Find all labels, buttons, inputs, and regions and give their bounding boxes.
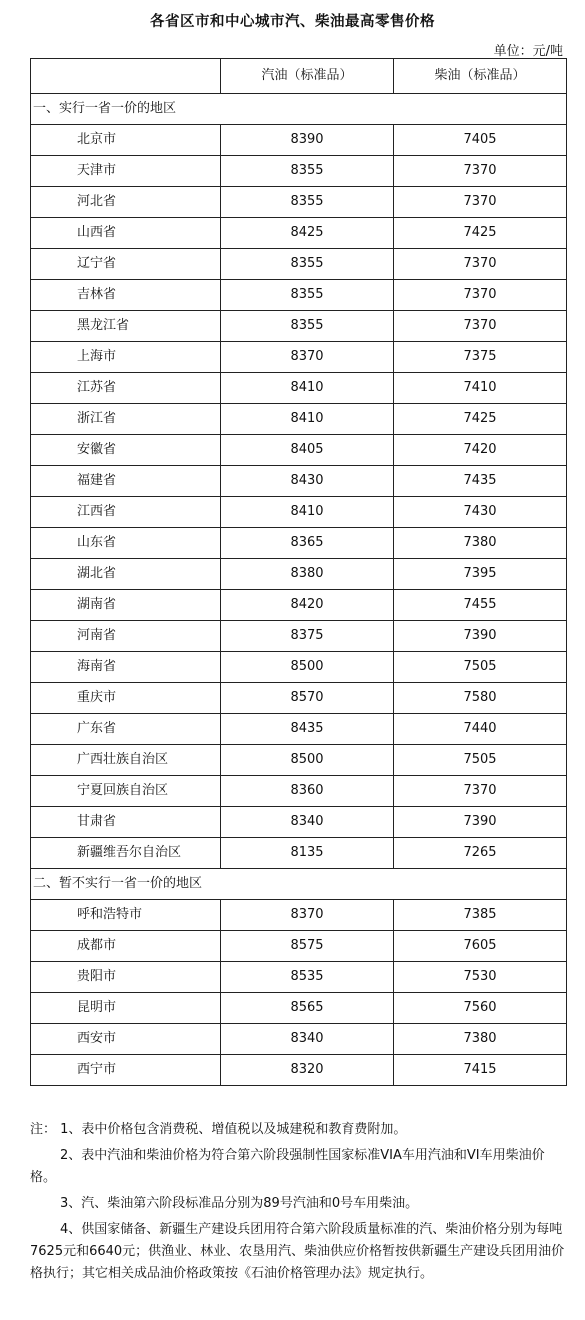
region-name-cell: 海南省 <box>31 652 221 683</box>
table-row <box>31 218 567 249</box>
gasoline-price-cell: 8435 <box>221 714 394 745</box>
gasoline-price-cell: 8500 <box>221 745 394 776</box>
region-name-cell: 山西省 <box>31 218 221 249</box>
table-row <box>31 435 567 466</box>
region-name-cell: 重庆市 <box>31 683 221 714</box>
table-row <box>31 621 567 652</box>
table-row <box>31 683 567 714</box>
note-3: 3、汽、柴油第六阶段标准品分别为89号汽油和0号车用柴油。 <box>60 1196 419 1211</box>
table-row <box>31 528 567 559</box>
region-name-cell: 河南省 <box>31 621 221 652</box>
table-row <box>31 962 567 993</box>
diesel-price-cell: 7390 <box>394 621 567 652</box>
gasoline-price-cell: 8410 <box>221 373 394 404</box>
gasoline-price-cell: 8355 <box>221 280 394 311</box>
table-row <box>31 807 567 838</box>
diesel-price-cell: 7560 <box>394 993 567 1024</box>
diesel-price-cell: 7385 <box>394 900 567 931</box>
region-name-cell: 湖南省 <box>31 590 221 621</box>
table-row <box>31 311 567 342</box>
table-row <box>31 559 567 590</box>
table-row <box>31 373 567 404</box>
table-row <box>31 714 567 745</box>
gasoline-price-cell: 8340 <box>221 807 394 838</box>
header-diesel: 柴油（标准品） <box>394 59 567 94</box>
region-name-cell: 辽宁省 <box>31 249 221 280</box>
table-row <box>31 776 567 807</box>
diesel-price-cell: 7430 <box>394 497 567 528</box>
table-row <box>31 931 567 962</box>
gasoline-price-cell: 8380 <box>221 559 394 590</box>
unit-label: 单位：元/吨 <box>493 44 563 59</box>
region-name-cell: 广东省 <box>31 714 221 745</box>
region-name-cell: 西宁市 <box>31 1055 221 1086</box>
diesel-price-cell: 7380 <box>394 528 567 559</box>
diesel-price-cell: 7390 <box>394 807 567 838</box>
gasoline-price-cell: 8570 <box>221 683 394 714</box>
diesel-price-cell: 7380 <box>394 1024 567 1055</box>
table-row <box>31 590 567 621</box>
region-name-cell: 北京市 <box>31 125 221 156</box>
region-name-cell: 昆明市 <box>31 993 221 1024</box>
gasoline-price-cell: 8365 <box>221 528 394 559</box>
region-name-cell: 西安市 <box>31 1024 221 1055</box>
table-row <box>31 342 567 373</box>
gasoline-price-cell: 8405 <box>221 435 394 466</box>
gasoline-price-cell: 8355 <box>221 249 394 280</box>
diesel-price-cell: 7415 <box>394 1055 567 1086</box>
diesel-price-cell: 7370 <box>394 280 567 311</box>
gasoline-price-cell: 8360 <box>221 776 394 807</box>
table-row <box>31 249 567 280</box>
table-row <box>31 497 567 528</box>
region-name-cell: 呼和浩特市 <box>31 900 221 931</box>
table-row <box>31 280 567 311</box>
diesel-price-cell: 7370 <box>394 776 567 807</box>
gasoline-price-cell: 8425 <box>221 218 394 249</box>
diesel-price-cell: 7265 <box>394 838 567 869</box>
table-row <box>31 404 567 435</box>
region-name-cell: 湖北省 <box>31 559 221 590</box>
diesel-price-cell: 7425 <box>394 218 567 249</box>
diesel-price-cell: 7435 <box>394 466 567 497</box>
table-row <box>31 187 567 218</box>
note-2: 2、表中汽油和柴油价格为符合第六阶段强制性国家标准VIA车用汽油和VI车用柴油价格。 <box>30 1148 545 1185</box>
gasoline-price-cell: 8355 <box>221 187 394 218</box>
price-table <box>30 58 567 1086</box>
gasoline-price-cell: 8500 <box>221 652 394 683</box>
region-name-cell: 贵阳市 <box>31 962 221 993</box>
gasoline-price-cell: 8565 <box>221 993 394 1024</box>
notes <box>30 1119 566 1289</box>
region-name-cell: 甘肃省 <box>31 807 221 838</box>
table-row <box>31 900 567 931</box>
gasoline-price-cell: 8370 <box>221 900 394 931</box>
gasoline-price-cell: 8535 <box>221 962 394 993</box>
diesel-price-cell: 7375 <box>394 342 567 373</box>
section-heading: 二、暂不实行一省一价的地区 <box>31 869 567 900</box>
table-row <box>31 1024 567 1055</box>
gasoline-price-cell: 8370 <box>221 342 394 373</box>
region-name-cell: 安徽省 <box>31 435 221 466</box>
region-name-cell: 吉林省 <box>31 280 221 311</box>
diesel-price-cell: 7395 <box>394 559 567 590</box>
header-gasoline: 汽油（标准品） <box>221 59 394 94</box>
table-row <box>31 125 567 156</box>
region-name-cell: 上海市 <box>31 342 221 373</box>
region-name-cell: 宁夏回族自治区 <box>31 776 221 807</box>
region-name-cell: 福建省 <box>31 466 221 497</box>
diesel-price-cell: 7370 <box>394 311 567 342</box>
diesel-price-cell: 7530 <box>394 962 567 993</box>
region-name-cell: 成都市 <box>31 931 221 962</box>
diesel-price-cell: 7420 <box>394 435 567 466</box>
region-name-cell: 浙江省 <box>31 404 221 435</box>
diesel-price-cell: 7580 <box>394 683 567 714</box>
diesel-price-cell: 7605 <box>394 931 567 962</box>
diesel-price-cell: 7410 <box>394 373 567 404</box>
gasoline-price-cell: 8355 <box>221 311 394 342</box>
region-name-cell: 新疆维吾尔自治区 <box>31 838 221 869</box>
table-header-row <box>31 59 567 94</box>
table-row <box>31 993 567 1024</box>
section-heading: 一、实行一省一价的地区 <box>31 94 567 125</box>
region-name-cell: 广西壮族自治区 <box>31 745 221 776</box>
diesel-price-cell: 7505 <box>394 652 567 683</box>
gasoline-price-cell: 8135 <box>221 838 394 869</box>
region-name-cell: 河北省 <box>31 187 221 218</box>
note-1: 注： 1、表中价格包含消费税、增值税以及城建税和教育费附加。 <box>30 1122 407 1137</box>
gasoline-price-cell: 8320 <box>221 1055 394 1086</box>
table-row <box>31 838 567 869</box>
section-heading-row <box>31 94 567 125</box>
table-row <box>31 466 567 497</box>
diesel-price-cell: 7425 <box>394 404 567 435</box>
region-name-cell: 黑龙江省 <box>31 311 221 342</box>
price-table-body <box>31 59 567 1086</box>
page-title: 各省区市和中心城市汽、柴油最高零售价格 <box>150 14 435 30</box>
gasoline-price-cell: 8410 <box>221 497 394 528</box>
diesel-price-cell: 7440 <box>394 714 567 745</box>
gasoline-price-cell: 8340 <box>221 1024 394 1055</box>
region-name-cell: 山东省 <box>31 528 221 559</box>
section-heading-row <box>31 869 567 900</box>
gasoline-price-cell: 8375 <box>221 621 394 652</box>
diesel-price-cell: 7505 <box>394 745 567 776</box>
gasoline-price-cell: 8575 <box>221 931 394 962</box>
gasoline-price-cell: 8355 <box>221 156 394 187</box>
gasoline-price-cell: 8410 <box>221 404 394 435</box>
table-row <box>31 156 567 187</box>
region-name-cell: 天津市 <box>31 156 221 187</box>
region-name-cell: 江西省 <box>31 497 221 528</box>
header-blank-cell <box>31 59 221 94</box>
region-name-cell: 江苏省 <box>31 373 221 404</box>
diesel-price-cell: 7370 <box>394 187 567 218</box>
note-4: 4、供国家储备、新疆生产建设兵团用符合第六阶段质量标准的汽、柴油价格分别为每吨7625元和6640元；供渔业、林业、农垦用汽、柴油供应价格暂按供新疆生产建设兵团用油价格执行；其它相关成品油价格政策按《石油价格管理办法》规定执行。 <box>30 1222 565 1281</box>
gasoline-price-cell: 8430 <box>221 466 394 497</box>
diesel-price-cell: 7370 <box>394 156 567 187</box>
gasoline-price-cell: 8390 <box>221 125 394 156</box>
diesel-price-cell: 7405 <box>394 125 567 156</box>
table-row <box>31 1055 567 1086</box>
table-row <box>31 652 567 683</box>
gasoline-price-cell: 8420 <box>221 590 394 621</box>
diesel-price-cell: 7455 <box>394 590 567 621</box>
diesel-price-cell: 7370 <box>394 249 567 280</box>
table-row <box>31 745 567 776</box>
